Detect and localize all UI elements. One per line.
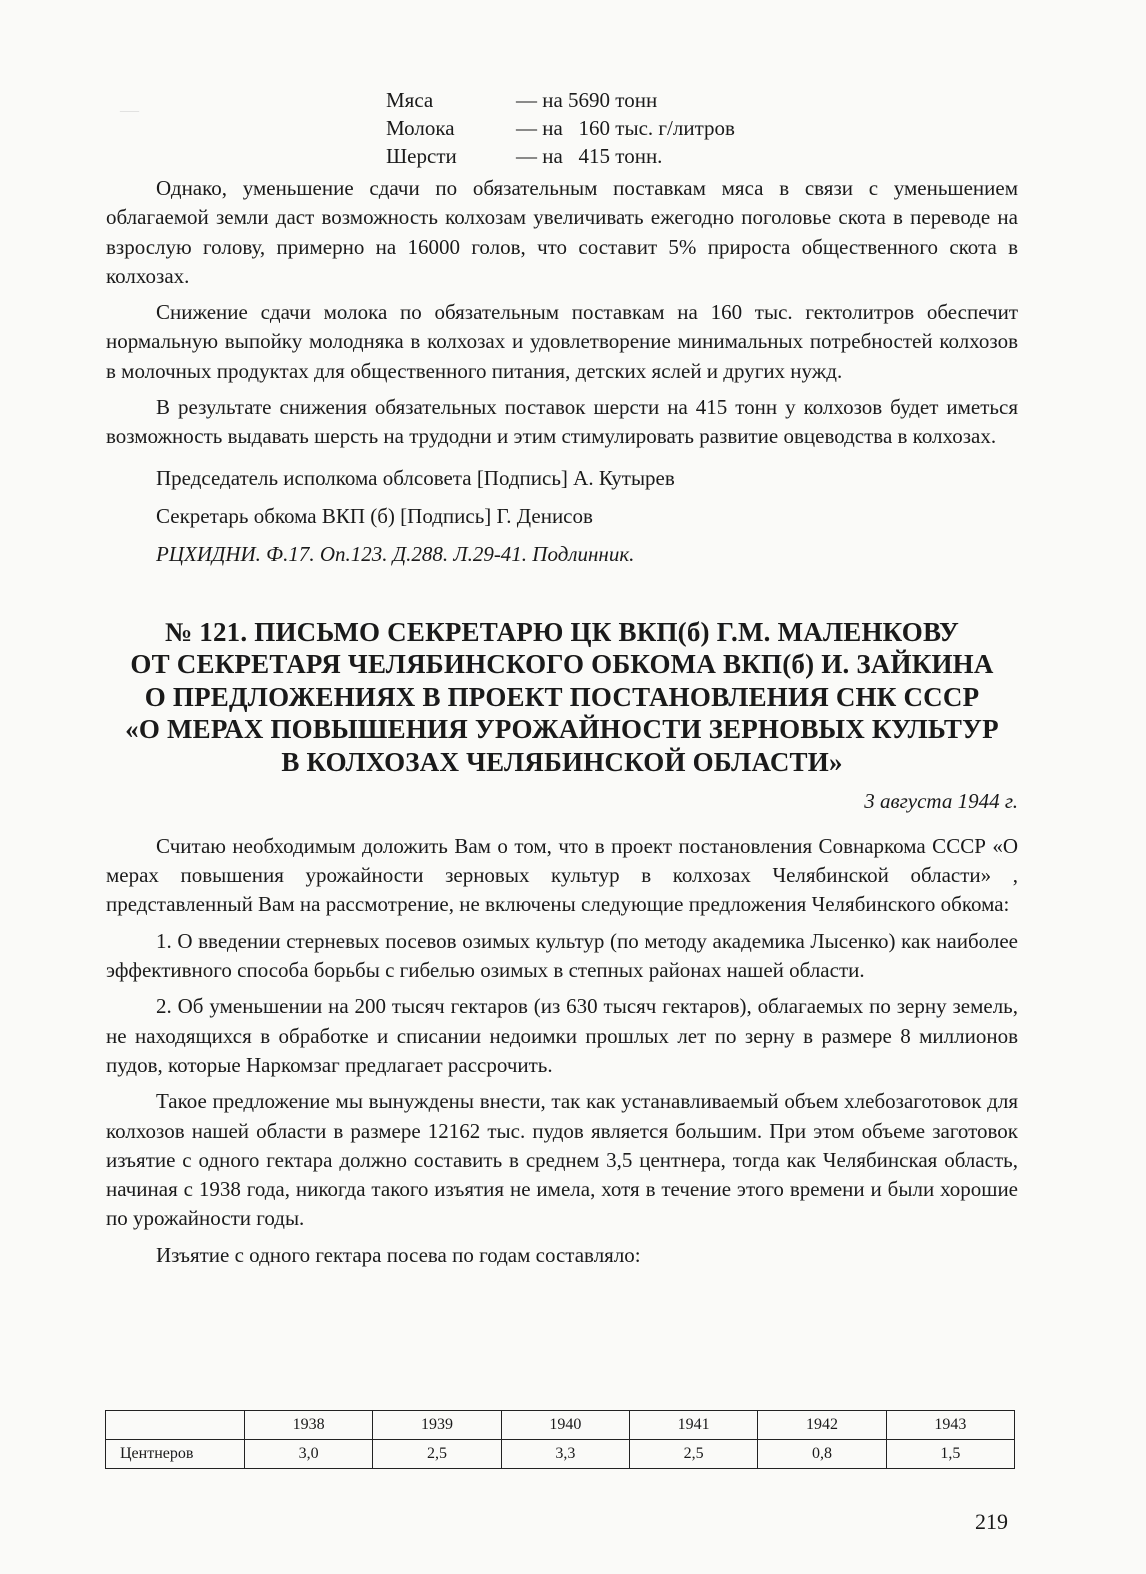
reduction-line	[386, 142, 1018, 170]
paragraph: Считаю необходимым доложить Вам о том, что в проект постановления Совнаркома СССР «О мерах повышения урожайности зерновых культур в колхозах Челябинской области» , представленный Вам на рассмотрение, не включены следующие предложения Челябинского обкома:	[106, 833, 1018, 917]
reduction-line	[386, 86, 1018, 114]
value-cell: 3,3	[501, 1440, 629, 1469]
archive-source: РЦХИДНИ. Ф.17. Оп.123. Д.288. Л.29-41. Подлинник.	[156, 542, 635, 567]
reduction-value: — на 160 тыс. г/литров	[516, 116, 735, 140]
heading-line: «О МЕРАХ ПОВЫШЕНИЯ УРОЖАЙНОСТИ ЗЕРНОВЫХ КУЛЬТУР	[125, 714, 999, 745]
page-number: 219	[975, 1509, 1008, 1534]
signature-secretary: Секретарь обкома ВКП (б) [Подпись] Г. Денисов	[156, 503, 593, 528]
paragraph: Однако, уменьшение сдачи по обязательным поставкам мяса в связи с уменьшением облагаемой земли даст возможность колхозам увеличивать ежегодно поголовье скота в переводе на взрослую голову, примерно на 16000 голов, что составит 5% прироста общественного скота в колхозах.	[106, 176, 1018, 288]
heading-line: В КОЛХОЗАХ ЧЕЛЯБИНСКОЙ ОБЛАСТИ»	[281, 746, 843, 777]
signature-chairman: Председатель исполкома облсовета [Подпись] А. Кутырев	[156, 465, 675, 490]
year-cell: 1939	[373, 1411, 501, 1440]
paragraph: Изъятие с одного гектара посева по годам составляло:	[156, 1242, 641, 1267]
paragraph: 2. Об уменьшении на 200 тысяч гектаров (из 630 тысяч гектаров), облагаемых по зерну земель, не находящихся в обработке и списании недоимки прошлых лет по зерну в размере 8 миллионов пудов, которые Наркомзаг предлагает рассрочить.	[106, 994, 1018, 1077]
document-date: 3 августа 1944 г.	[864, 788, 1018, 813]
paragraph: 1. О введении стерневых посевов озимых культур (по методу академика Лысенко) как наиболее эффективного способа борьбы с гибелью озимых в степных районах нашей области.	[106, 928, 1018, 983]
value-cell: 0,8	[758, 1440, 886, 1469]
value-cell: 2,5	[629, 1440, 757, 1469]
year-cell: 1940	[501, 1411, 629, 1440]
page-content	[106, 86, 1018, 1277]
reduction-list	[386, 86, 1018, 170]
row-label-cell: Центнеров	[106, 1440, 245, 1469]
table-header-row	[106, 1411, 1015, 1440]
paragraph: Снижение сдачи молока по обязательным поставкам на 160 тыс. гектолитров обеспечит нормальную выпойку молодняка в колхозах и удовлетворение минимальных потребностей колхозов в молочных продуктах для общественного питания, детских яслей и других нужд.	[106, 300, 1018, 383]
value-cell: 2,5	[373, 1440, 501, 1469]
reduction-value: — на 5690 тонн	[516, 88, 658, 112]
reduction-value: — на 415 тонн.	[516, 144, 663, 168]
yield-table	[105, 1410, 1015, 1469]
document-heading	[106, 616, 1018, 779]
year-cell: 1942	[758, 1411, 886, 1440]
reduction-line	[386, 114, 1018, 142]
reduction-label: Мяса	[386, 88, 434, 112]
year-cell: 1941	[629, 1411, 757, 1440]
value-cell: 1,5	[886, 1440, 1014, 1469]
table-corner-cell	[106, 1411, 245, 1440]
value-cell: 3,0	[245, 1440, 373, 1469]
reduction-label: Молока	[386, 116, 455, 140]
year-cell: 1943	[886, 1411, 1014, 1440]
heading-line: О ПРЕДЛОЖЕНИЯХ В ПРОЕКТ ПОСТАНОВЛЕНИЯ СНК СССР	[144, 681, 980, 712]
paragraph: Такое предложение мы вынуждены внести, так как устанавливаемый объем хлебозаготовок для колхозов нашей области в размере 12162 тыс. пудов является большим. При этом объеме заготовок изъятие с одного гектара должно составить в среднем 3,5 центнера, тогда как Челябинская область, начиная с 1938 года, никогда такого изъятия не имела, хотя в течение этого времени и были хорошие по урожайности годы.	[106, 1089, 1018, 1231]
heading-line: № 121. ПИСЬМО СЕКРЕТАРЮ ЦК ВКП(б) Г.М. МАЛЕНКОВУ	[164, 616, 960, 647]
heading-line: ОТ СЕКРЕТАРЯ ЧЕЛЯБИНСКОГО ОБКОМА ВКП(б) И. ЗАЙКИНА	[130, 649, 994, 680]
table-row	[106, 1440, 1015, 1469]
paragraph: В результате снижения обязательных поставок шерсти на 415 тонн у колхозов будет иметься возможность выдавать шерсть на трудодни и этим стимулировать развитие овцеводства в колхозах.	[106, 395, 1018, 449]
reduction-label: Шерсти	[386, 144, 457, 168]
bleed-through-text: —	[120, 100, 139, 121]
year-cell: 1938	[245, 1411, 373, 1440]
